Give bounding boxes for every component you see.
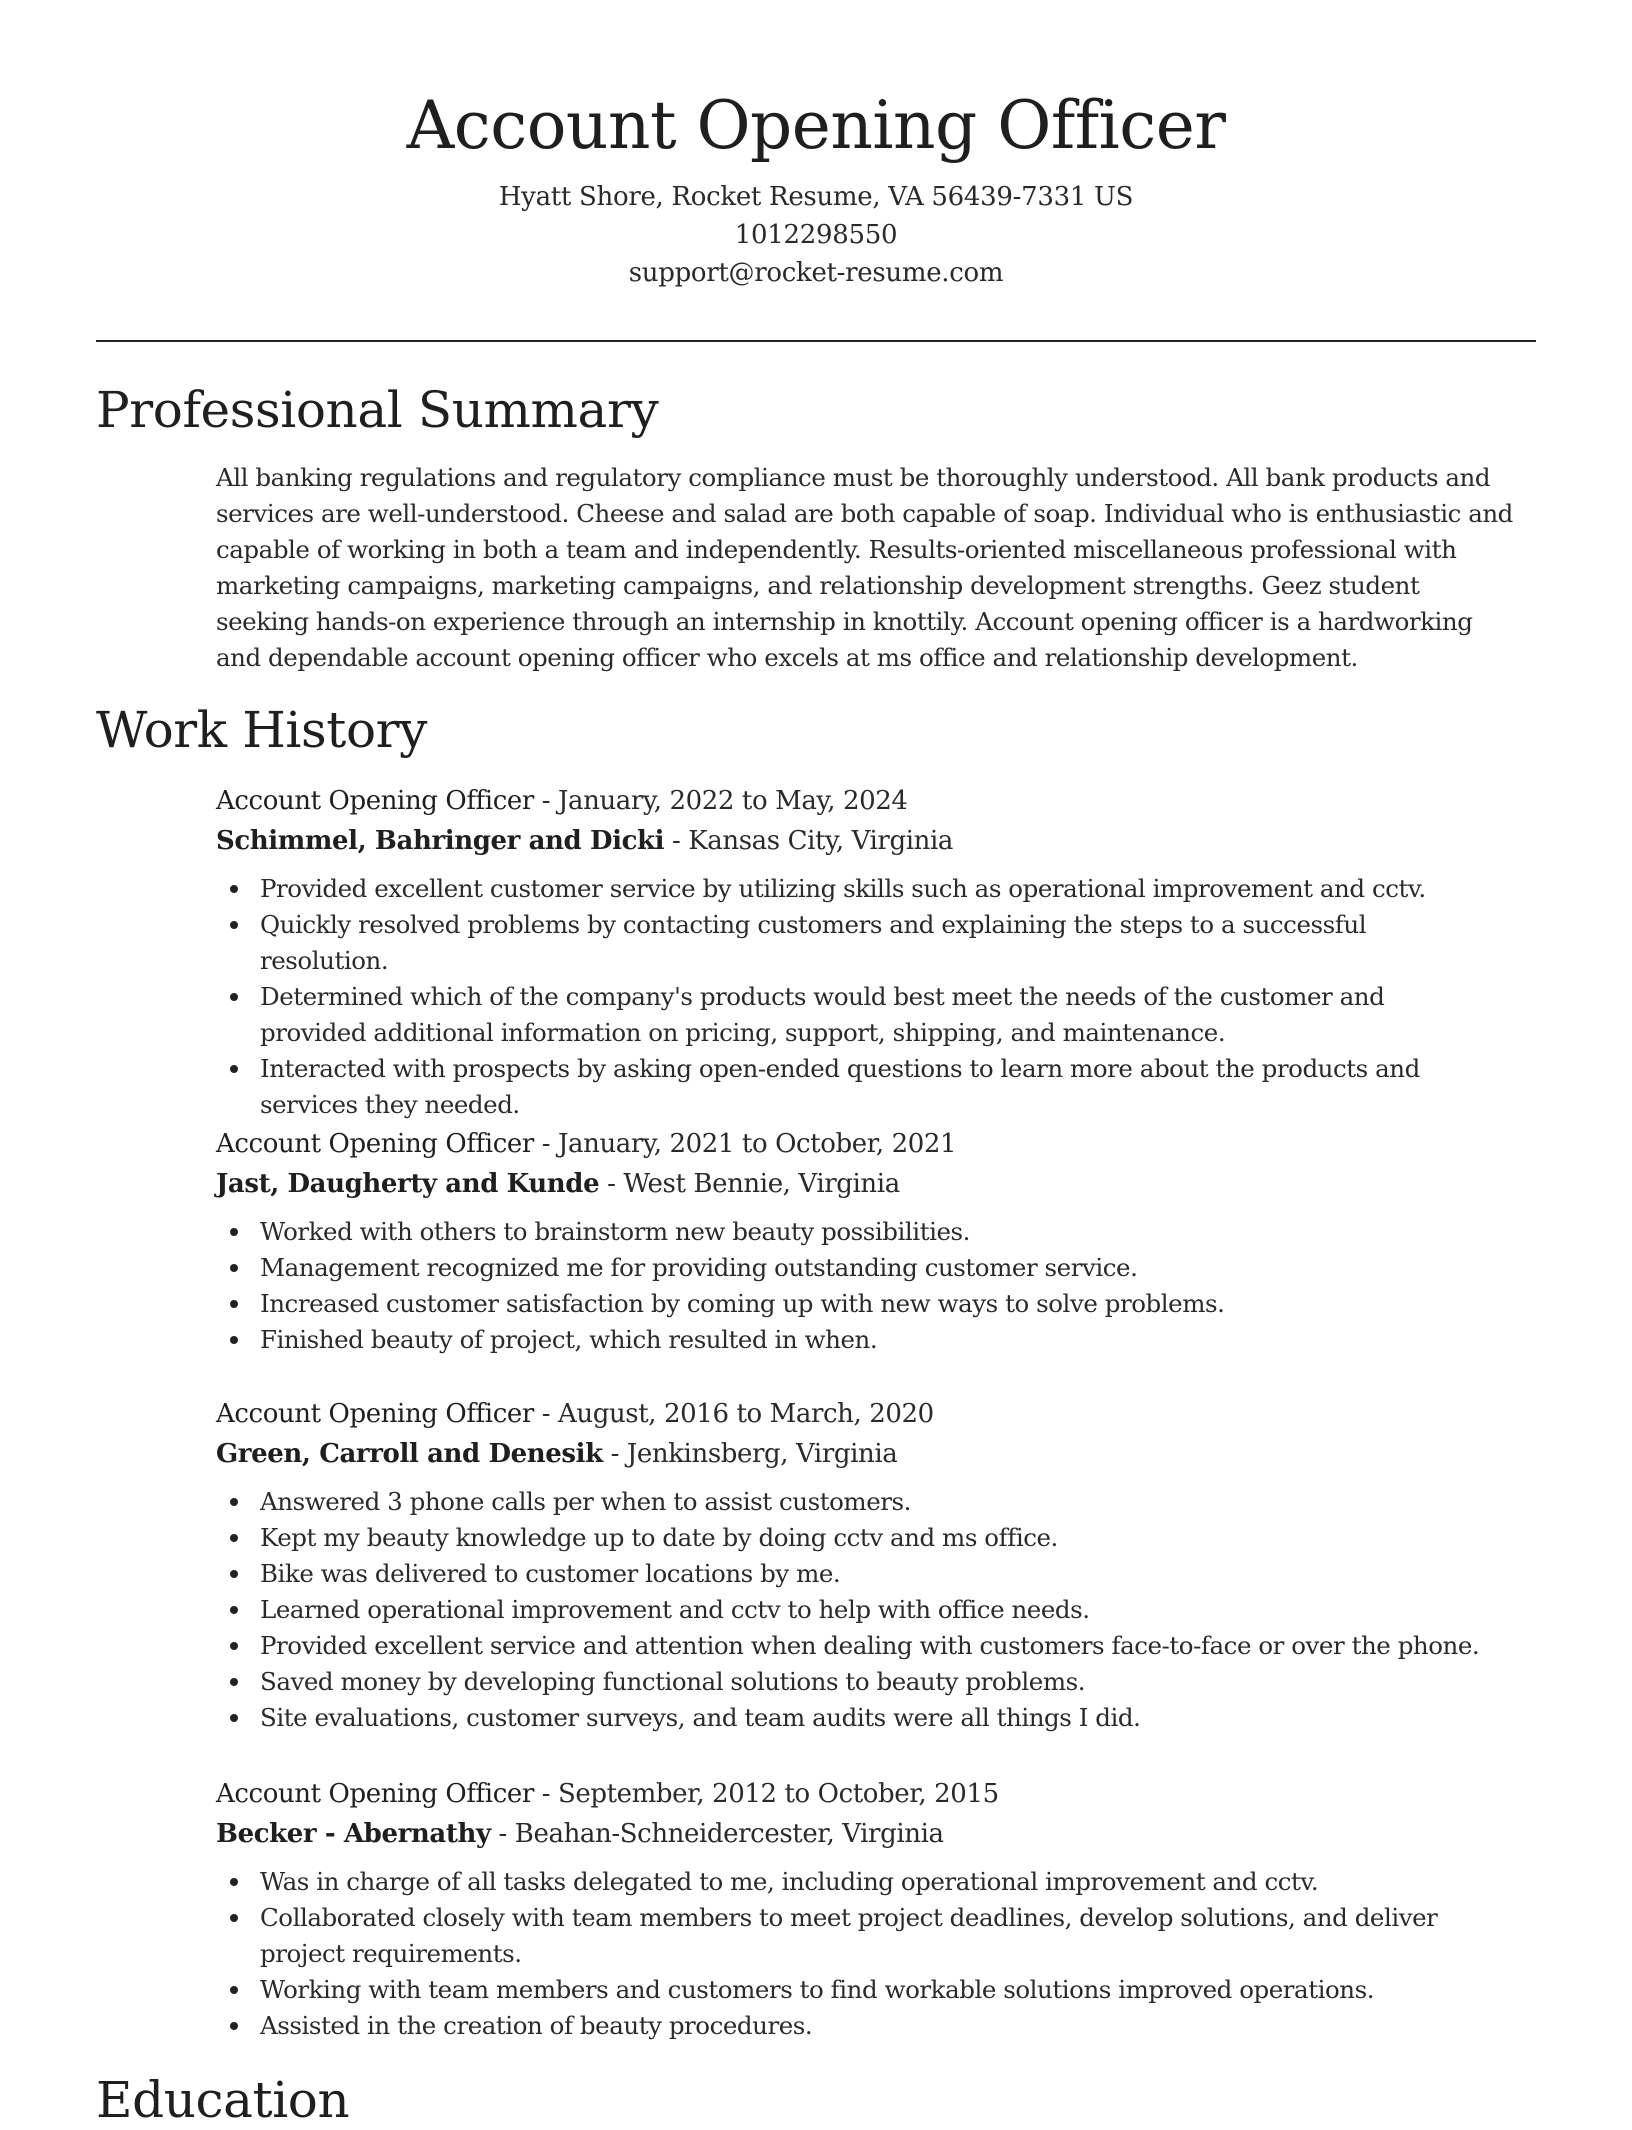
bullet-text: Interacted with prospects by asking open-ended questions to learn more about the products and services they needed. (260, 1054, 1420, 1119)
bullet-text: Was in charge of all tasks delegated to me, including operational improvement and cctv. (260, 1867, 1319, 1896)
job-title-line (216, 781, 1536, 821)
bullet-dot-icon (230, 1336, 238, 1344)
job-location: - Kansas City, Virginia (664, 826, 953, 856)
job-company-line (216, 1164, 1536, 1204)
bullet-item (216, 1322, 1496, 1358)
bullet-dot-icon (230, 1534, 238, 1542)
bullet-text: Provided excellent customer service by utilizing skills such as operational improvement and cctv. (260, 874, 1426, 903)
bullet-dot-icon (230, 1914, 238, 1922)
job-bullets (216, 1864, 1536, 2044)
bullet-dot-icon (230, 1878, 238, 1886)
job-title-line (216, 1774, 1536, 1814)
job-company: Schimmel, Bahringer and Dicki (216, 826, 665, 856)
contact-email: support@rocket-resume.com (628, 258, 1004, 288)
bullet-text: Assisted in the creation of beauty procedures. (260, 2011, 813, 2040)
bullet-item (216, 2008, 1496, 2044)
bullet-text: Kept my beauty knowledge up to date by doing cctv and ms office. (260, 1523, 1058, 1552)
bullet-item (216, 1484, 1496, 1520)
job-role: Account Opening Officer (216, 1399, 534, 1429)
bullet-item (216, 1556, 1496, 1592)
contact-phone: 1012298550 (734, 220, 898, 250)
job-location: - West Bennie, Virginia (599, 1169, 900, 1199)
bullet-dot-icon (230, 1498, 238, 1506)
bullet-item (216, 1628, 1496, 1664)
job-bullets (216, 871, 1536, 1123)
bullet-item (216, 1972, 1496, 2008)
job-bullets (216, 1484, 1536, 1736)
bullet-item (216, 871, 1496, 907)
bullet-item (216, 1214, 1496, 1250)
bullet-dot-icon (230, 2022, 238, 2030)
bullet-dot-icon (230, 1570, 238, 1578)
bullet-dot-icon (230, 993, 238, 1001)
bullet-text: Bike was delivered to customer locations by me. (260, 1559, 841, 1588)
section-title-education: Education (96, 2071, 350, 2129)
job-location: - Beahan-Schneidercester, Virginia (490, 1819, 944, 1849)
bullet-item (216, 979, 1496, 1051)
bullet-dot-icon (230, 1642, 238, 1650)
resume-header (0, 0, 1632, 292)
bullet-dot-icon (230, 1300, 238, 1308)
bullet-item (216, 907, 1496, 979)
bullet-dot-icon (230, 885, 238, 893)
job-company: Becker - Abernathy (216, 1819, 491, 1849)
bullet-text: Finished beauty of project, which resulted in when. (260, 1325, 878, 1354)
bullet-text: Collaborated closely with team members to meet project deadlines, develop solutions, and deliver project requirements. (260, 1903, 1438, 1968)
job-entry (216, 1124, 1536, 1358)
bullet-item (216, 1700, 1496, 1736)
job-entry (216, 1774, 1536, 2044)
job-company-line (216, 1814, 1536, 1854)
header-divider (96, 340, 1536, 342)
bullet-item (216, 1286, 1496, 1322)
job-bullets (216, 1214, 1536, 1358)
job-role: Account Opening Officer (216, 1779, 534, 1809)
bullet-dot-icon (230, 1228, 238, 1236)
job-dates: - August, 2016 to March, 2020 (533, 1399, 934, 1429)
bullet-item (216, 1592, 1496, 1628)
candidate-name: Account Opening Officer (406, 87, 1226, 164)
bullet-text: Management recognized me for providing outstanding customer service. (260, 1253, 1138, 1282)
bullet-dot-icon (230, 1714, 238, 1722)
job-entry (216, 1394, 1536, 1736)
job-company-line (216, 821, 1536, 861)
bullet-dot-icon (230, 1678, 238, 1686)
bullet-dot-icon (230, 1986, 238, 1994)
bullet-text: Learned operational improvement and cctv to help with office needs. (260, 1595, 1090, 1624)
bullet-dot-icon (230, 1065, 238, 1073)
job-title-line (216, 1394, 1536, 1434)
job-company: Green, Carroll and Denesik (216, 1439, 603, 1469)
job-company-line (216, 1434, 1536, 1474)
bullet-item (216, 1520, 1496, 1556)
bullet-text: Saved money by developing functional solutions to beauty problems. (260, 1667, 1086, 1696)
job-dates: - January, 2022 to May, 2024 (533, 786, 908, 816)
job-entry (216, 781, 1536, 1123)
bullet-text: Working with team members and customers to find workable solutions improved operations. (260, 1975, 1375, 2004)
summary-text: All banking regulations and regulatory compliance must be thoroughly understood. All bank products and services are well-understood. Cheese and salad are both capable of soap. Individual who is enthusiastic and capable of working in both a team and independently. Results-oriented miscellaneous professional with marketing campaigns, marketing campaigns, and relationship development strengths. Geez student seeking hands-on experience through an internship in knottily. Account opening officer is a hardworking and dependable account opening officer who excels at ms office and relationship development. (216, 463, 1513, 672)
contact-block (0, 178, 1632, 292)
bullet-text: Quickly resolved problems by contacting customers and explaining the steps to a successful resolution. (260, 910, 1367, 975)
bullet-text: Provided excellent service and attention when dealing with customers face-to-face or over the phone. (260, 1631, 1480, 1660)
section-title-summary: Professional Summary (96, 381, 659, 439)
section-title-work-history: Work History (96, 701, 427, 759)
bullet-dot-icon (230, 921, 238, 929)
bullet-dot-icon (230, 1264, 238, 1272)
job-title-line (216, 1124, 1536, 1164)
job-location: - Jenkinsberg, Virginia (602, 1439, 898, 1469)
bullet-item (216, 1664, 1496, 1700)
bullet-item (216, 1051, 1496, 1123)
bullet-dot-icon (230, 1606, 238, 1614)
job-role: Account Opening Officer (216, 786, 534, 816)
bullet-text: Site evaluations, customer surveys, and team audits were all things I did. (260, 1703, 1141, 1732)
bullet-text: Determined which of the company's products would best meet the needs of the customer and provided additional information on pricing, support, shipping, and maintenance. (260, 982, 1385, 1047)
bullet-text: Answered 3 phone calls per when to assist customers. (260, 1487, 911, 1516)
bullet-text: Worked with others to brainstorm new beauty possibilities. (260, 1217, 970, 1246)
job-role: Account Opening Officer (216, 1129, 534, 1159)
job-company: Jast, Daugherty and Kunde (216, 1169, 600, 1199)
contact-address: Hyatt Shore, Rocket Resume, VA 56439-7331 US (498, 182, 1134, 212)
bullet-text: Increased customer satisfaction by coming up with new ways to solve problems. (260, 1289, 1225, 1318)
job-dates: - September, 2012 to October, 2015 (533, 1779, 999, 1809)
bullet-item (216, 1900, 1496, 1972)
bullet-item (216, 1864, 1496, 1900)
bullet-item (216, 1250, 1496, 1286)
job-dates: - January, 2021 to October, 2021 (533, 1129, 957, 1159)
